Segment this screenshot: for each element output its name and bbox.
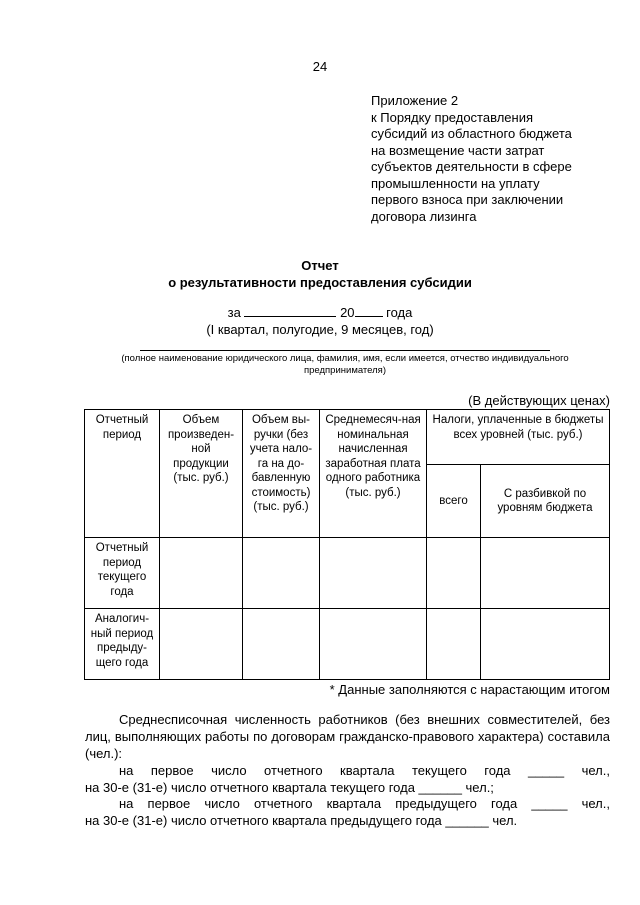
header-taxes-total: всего [427, 465, 481, 538]
year-blank [355, 305, 383, 317]
appendix-line: договора лизинга [371, 208, 477, 224]
period-blank [244, 305, 336, 317]
title-line-2: о результативности предоставления субсидии [168, 275, 472, 290]
table-cell [320, 609, 427, 680]
org-name-line [140, 350, 550, 351]
prices-note: (В действующих ценах) [468, 393, 610, 408]
header-taxes: Налоги, уплаченные в бюджеты всех уровней (тыс. руб.) [427, 410, 610, 465]
table-cell [481, 609, 610, 680]
table-cell [160, 609, 243, 680]
period-suffix: года [386, 305, 413, 320]
report-table [84, 409, 610, 680]
header-taxes-by-level: С разбивкой по уровням бюджета [481, 465, 610, 538]
appendix-line: промышленности на уплату [371, 175, 540, 191]
document-title [0, 257, 640, 291]
header-salary: Среднемесяч-ная номинальная начисленная заработная плата одного работника (тыс. руб.) [320, 410, 427, 538]
table-cell [427, 538, 481, 609]
org-caption: (полное наименование юридического лица, фамилия, имя, если имеется, отчество индивидуального предпринимателя) [121, 353, 569, 376]
appendix-line: к Порядку предоставления [371, 109, 533, 125]
table-cell [427, 609, 481, 680]
appendix-block [371, 93, 631, 225]
appendix-line: на возмещение части затрат [371, 142, 545, 158]
header-revenue: Объем вы-ручки (без учета нало-га на до-бавленную стоимость) (тыс. руб.) [243, 410, 320, 538]
table-cell [243, 538, 320, 609]
footnote: * Данные заполняются с нарастающим итогом [329, 682, 610, 697]
row-label-previous: Аналогич-ный период предыду-щего года [85, 609, 160, 680]
period-options: (I квартал, полугодие, 9 месяцев, год) [206, 322, 434, 337]
headcount-line-1: на первое число отчетного квартала текущего года _____ чел., [119, 763, 610, 778]
headcount-line-2: на 30-е (31-е) число отчетного квартала текущего года ______ чел.; [85, 780, 494, 795]
title-line-1: Отчет [301, 258, 339, 273]
headcount-line-3: на первое число отчетного квартала предыдущего года _____ чел., [119, 796, 610, 811]
headcount-intro: Среднесписочная численность работников (без внешних совместителей, без лиц, выполняющих работы по договорам гражданско-правового характера) составила (чел.): [85, 712, 610, 761]
period-prefix: за [227, 305, 241, 320]
table-row [85, 538, 610, 609]
table-cell [160, 538, 243, 609]
appendix-line: первого взноса при заключении [371, 192, 564, 207]
header-production: Объем произведен-ной продукции (тыс. руб.) [160, 410, 243, 538]
table-cell [320, 538, 427, 609]
appendix-line: субъектов деятельности в сфере [371, 159, 572, 174]
appendix-line: Приложение 2 [371, 93, 459, 108]
headcount-line-4: на 30-е (31-е) число отчетного квартала предыдущего года ______ чел. [85, 813, 518, 828]
table-cell [243, 609, 320, 680]
page-number: 24 [312, 59, 328, 74]
table-row [85, 609, 610, 680]
table-cell [481, 538, 610, 609]
period-year-prefix: 20 [340, 305, 355, 320]
appendix-line: субсидий из областного бюджета [371, 126, 572, 141]
row-label-current: Отчетный период текущего года [85, 538, 160, 609]
header-period: Отчетный период [85, 410, 160, 538]
report-period [0, 304, 640, 338]
